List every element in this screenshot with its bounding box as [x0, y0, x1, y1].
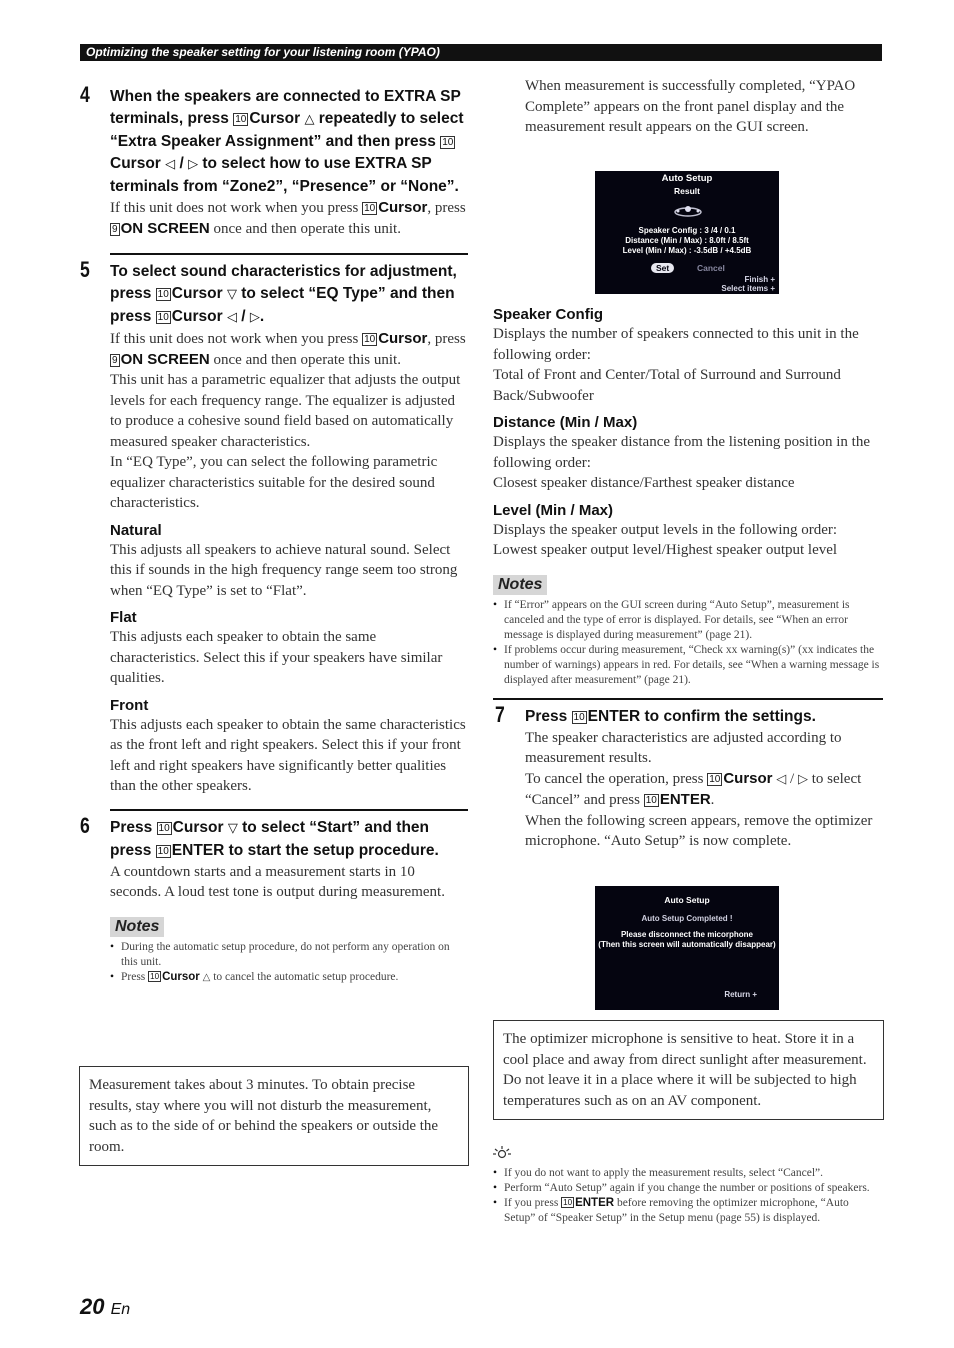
cursor-left-icon: ◁	[776, 771, 787, 787]
step-body: If this unit does not work when you press 10 Cursor, press 9 ON SCREEN once and then operate this unit.	[110, 330, 466, 368]
page-number: 20 En	[80, 1294, 131, 1319]
option-flat-desc: This adjusts each speaker to obtain the same characteristics. Select this if your speakers have similar qualities.	[110, 629, 443, 686]
step-number: 6	[80, 812, 90, 838]
option-front-heading: Front	[110, 696, 149, 714]
key-10-icon: 10	[563, 1198, 573, 1207]
notes-badge: Notes	[110, 917, 164, 937]
cursor-up-icon: △	[304, 112, 315, 127]
notes-block	[110, 917, 468, 985]
measurement-info-box: Measurement takes about 3 minutes. To obtain precise results, stay where you will not disturb the measurement, such as to the side of or behind the speakers or outside the room.	[79, 1066, 469, 1166]
level-heading: Level (Min / Max)	[493, 501, 614, 519]
note-item: • If problems occur during measurement, “Check xx warning(s)” (xx indicates the number of warnings) appears in red. For details, see “When a warning message is displayed after measurement” (page 21).	[493, 643, 883, 688]
notes-list	[493, 598, 883, 688]
key-9-icon: 9	[112, 223, 118, 235]
step-number: 4	[80, 82, 90, 107]
key-10-icon: 10	[150, 971, 160, 981]
cursor-right-icon: ▷	[797, 771, 808, 787]
eq-type-description: In “EQ Type”, you can select the following parametric equalizer characteristics suitable for the desired sound characteristics.	[110, 454, 438, 511]
auto-setup-result-screen	[595, 171, 779, 294]
microphone-warning-box: The optimizer microphone is sensitive to heat. Store it in a cool place and away from direct sunlight after measurement. Do not leave it in a place where it will be subjected to high temperatures such as on an AV component.	[493, 1020, 884, 1120]
screen-title: Auto Setup	[664, 895, 710, 905]
key-10-icon: 10	[157, 312, 169, 323]
step-number: 7	[495, 701, 505, 727]
key-10-icon: 10	[157, 289, 169, 300]
tips-list	[493, 1166, 881, 1226]
speaker-config-desc: Displays the number of speakers connected to this unit in the following order:	[493, 326, 859, 363]
result-intro: When measurement is successfully completed, “YPAO Complete” appears on the front panel display and the measurement result appears on the GUI screen.	[525, 78, 856, 135]
completed-message: Auto Setup Completed !	[641, 914, 733, 923]
cursor-right-icon: ▷	[188, 157, 199, 172]
tip-lightbulb-icon	[493, 1146, 881, 1164]
distance-order: Closest speaker distance/Farthest speaker distance	[493, 475, 795, 491]
key-hint-icon: +	[752, 990, 757, 999]
speaker-graphic-icon	[673, 203, 703, 217]
note-item: • During the automatic setup procedure, do not perform any operation on this unit.	[110, 940, 468, 970]
distance-desc: Displays the speaker distance from the listening position in the following order:	[493, 434, 871, 471]
step-4	[80, 80, 468, 239]
completion-text: When the following screen appears, remove the optimizer microphone. “Auto Setup” is now complete.	[525, 812, 873, 849]
key-10-icon: 10	[364, 203, 376, 214]
step-body: A countdown starts and a measurement starts in 10 seconds. A loud test tone is output during measurement.	[110, 863, 445, 900]
cancel-instructions: To cancel the operation, press 10 Cursor ◁ / ▷ to select “Cancel” and press 10 ENTER.	[525, 769, 862, 808]
key-10-icon: 10	[709, 773, 721, 785]
cancel-option[interactable]: Cancel	[697, 263, 725, 273]
cursor-up-icon: △	[202, 971, 211, 983]
select-items-hint: Select items +	[721, 284, 775, 293]
left-column	[80, 80, 468, 985]
speaker-config-row: Speaker Config : 3 /4 / 0.1	[638, 226, 736, 235]
tips-block	[493, 1146, 881, 1226]
disconnect-message: Please disconnect the micorphone	[620, 930, 754, 939]
key-10-icon: 10	[573, 711, 585, 723]
screen-title: Auto Setup	[661, 173, 713, 184]
cursor-down-icon: ▽	[227, 820, 238, 836]
level-row: Level (Min / Max) : -3.5dB / +4.5dB	[622, 246, 752, 255]
key-10-icon: 10	[442, 137, 454, 148]
key-hint-icon: +	[770, 284, 775, 293]
tip-item: • Perform “Auto Setup” again if you change the number or positions of speakers.	[493, 1181, 881, 1196]
step-heading: When the speakers are connected to EXTRA SP terminals, press 10 Cursor △ repeatedly to select “Extra Speaker Assignment” and then press 10Cursor ◁ / ▷ to select how to use EXTRA SP terminals from “Zone2”, “Presence” or “None”.	[110, 88, 464, 195]
speaker-config-heading: Speaker Config	[493, 306, 604, 323]
step-5	[80, 253, 468, 797]
screen-subtitle: Result	[674, 186, 700, 196]
tip-item: • If you do not want to apply the measurement results, select “Cancel”.	[493, 1166, 881, 1181]
step-6	[80, 809, 468, 985]
step-heading: Press 10 Cursor ▽ to select “Start” and then press 10 ENTER to start the setup procedure.	[110, 818, 439, 859]
step-heading: Press 10 ENTER to confirm the settings.	[525, 707, 816, 725]
note-item: • Press 10 Cursor △ to cancel the automatic setup procedure.	[110, 970, 468, 985]
level-order: Lowest speaker output level/Highest speaker output level	[493, 542, 838, 558]
notes-list	[110, 940, 468, 985]
key-9-icon: 9	[112, 354, 118, 366]
option-natural-desc: This adjusts all speakers to achieve natural sound. Select this if sounds in the high frequency range seem too strong when “EQ Type” is set to “Flat”.	[110, 541, 458, 599]
auto-disappear-message: (Then this screen will automatically disappear)	[598, 940, 776, 949]
key-10-icon: 10	[645, 795, 657, 806]
set-button[interactable]: Set	[651, 263, 674, 273]
cursor-left-icon: ◁	[226, 310, 237, 325]
note-item: • If “Error” appears on the GUI screen during “Auto Setup”, measurement is canceled and the type of error is displayed. For details, see “When an error message is displayed during measurement” (page 21).	[493, 598, 883, 643]
step-heading: To select sound characteristics for adjustment, press 10 Cursor ▽ to select “EQ Type” and then press 10 Cursor ◁ / ▷.	[110, 263, 457, 325]
key-10-icon: 10	[235, 114, 247, 125]
tip-item: • If you press 10 ENTER before removing the optimizer microphone, “Auto Setup” of “Speaker Setup” in the Setup menu (page 55) is displayed.	[493, 1196, 881, 1226]
step-body: If this unit does not work when you press 10 Cursor, press 9 ON SCREEN once and then operate this unit.	[110, 199, 466, 237]
auto-setup-complete-screen	[595, 886, 779, 1010]
finish-hint: Finish +	[744, 275, 775, 284]
notes-badge: Notes	[493, 575, 547, 595]
cursor-left-icon: ◁	[165, 157, 176, 172]
cursor-down-icon: ▽	[226, 287, 237, 302]
right-column	[493, 76, 883, 138]
key-10-icon: 10	[364, 334, 376, 345]
right-sections	[493, 306, 883, 852]
cursor-right-icon: ▷	[249, 310, 260, 325]
key-10-icon: 10	[157, 845, 169, 857]
option-front-desc: This adjusts each speaker to obtain the same characteristics as the front left and right speakers. Select this if your front left and right speakers have significantly better qualities than the other speakers.	[110, 716, 466, 794]
option-flat-heading: Flat	[110, 609, 137, 626]
step-7	[493, 698, 883, 852]
return-hint: Return +	[724, 990, 757, 999]
eq-description: This unit has a parametric equalizer that adjusts the output levels for each frequency range. The equalizer is adjusted to produce a cohesive sound field based on automatically measured speaker characteristics.	[110, 372, 461, 450]
key-hint-icon: +	[770, 275, 775, 284]
notes-block	[493, 575, 883, 688]
step-number: 5	[80, 257, 90, 282]
option-natural-heading: Natural	[110, 521, 162, 539]
distance-heading: Distance (Min / Max)	[493, 414, 638, 431]
distance-row: Distance (Min / Max) : 8.0ft / 8.5ft	[625, 236, 749, 245]
step-body: The speaker characteristics are adjusted according to measurement results.	[525, 729, 842, 766]
speaker-config-order: Total of Front and Center/Total of Surround and Surround Back/Subwoofer	[493, 367, 841, 404]
key-10-icon: 10	[158, 822, 170, 834]
level-desc: Displays the speaker output levels in the following order:	[493, 521, 838, 538]
section-header: Optimizing the speaker setting for your listening room (YPAO)	[80, 44, 882, 61]
